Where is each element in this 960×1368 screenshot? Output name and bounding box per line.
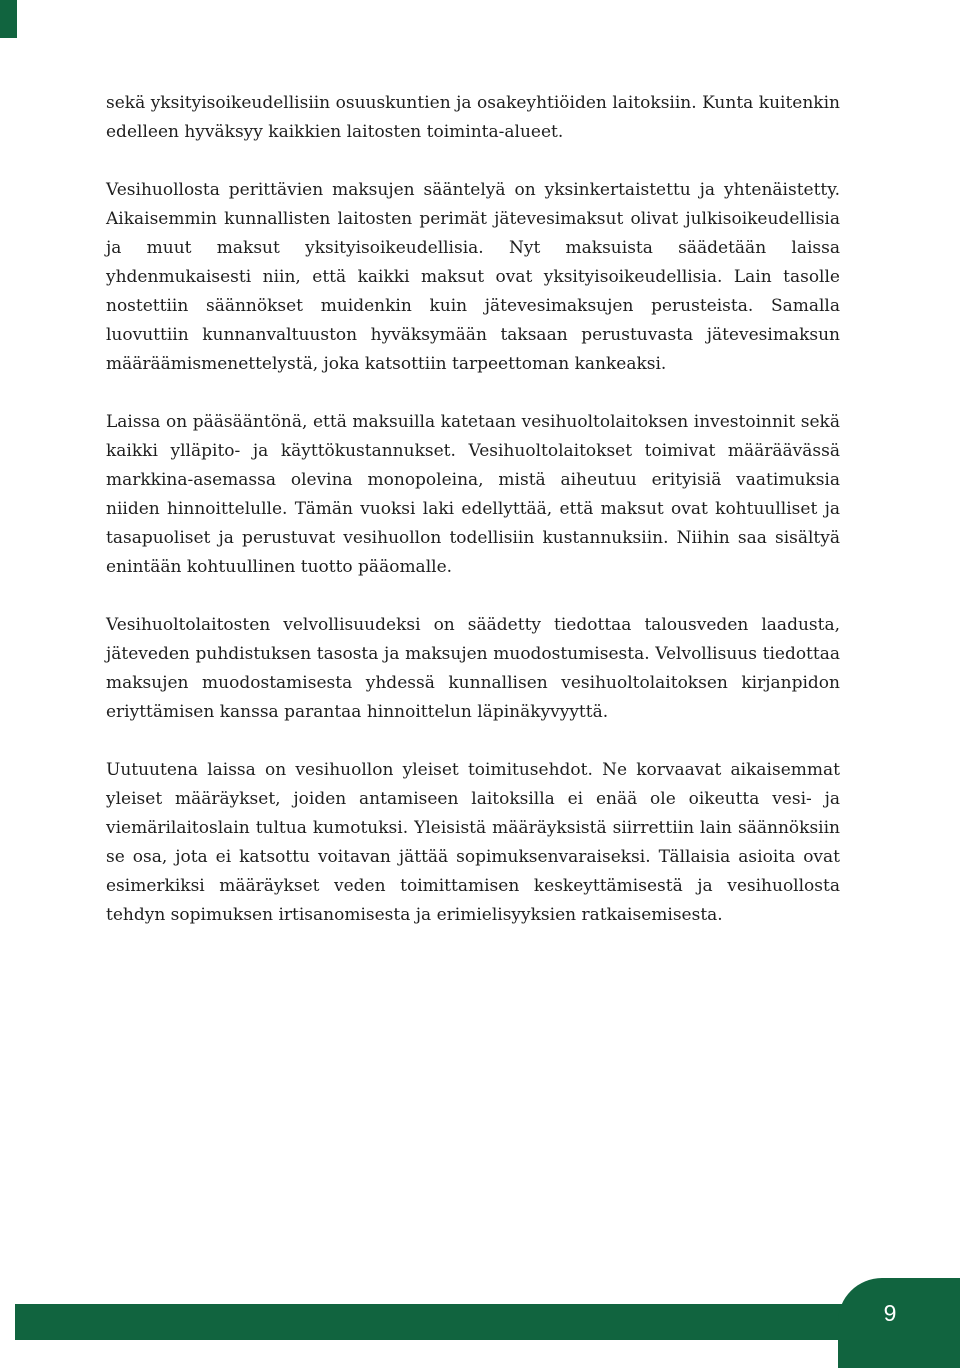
paragraph-2: Vesihuollosta perittävien maksujen sääntelyä on yksinkertaistettu ja yhtenäistetty. Aikaisemmin kunnallisten laitosten perimät jätevesimaksut olivat julkisoikeudellisia ja muut maksut yksityisoikeudellisia. Nyt maksuista säädetään laissa yhdenmukaisesti niin, että kaikki maksut ovat yksityisoikeudellisia. Lain tasolle nostettiin säännökset muidenkin kuin jätevesimaksujen perusteista. Samalla luovuttiin kunnanvaltuuston hyväksymään taksaan perustuvasta jätevesimaksun määräämismenettelystä, joka katsottiin tarpeettoman kankeaksi.	[106, 180, 840, 374]
corner-accent-mark	[0, 0, 17, 38]
paragraph-5: Uutuutena laissa on vesihuollon yleiset toimitusehdot. Ne korvaavat aikaisemmat yleiset määräykset, joiden antamiseen laitoksilla ei enää ole oikeutta vesi- ja viemärilaitoslain tultua kumotuksi. Yleisistä määräyksistä siirrettiin lain säännöksiin se osa, jota ei katsottu voitavan jättää sopimuksenvaraiseksi. Tällaisia asioita ovat esimerkiksi määräykset veden toimittamisen keskeyttämisestä ja vesihuollosta tehdyn sopimuksen irtisanomisesta ja erimielisyyksien ratkaisemisesta.	[106, 760, 840, 925]
page-number: 9	[883, 1300, 897, 1326]
body-text	[106, 89, 840, 959]
paragraph-4: Vesihuoltolaitosten velvollisuudeksi on säädetty tiedottaa talousveden laadusta, jäteveden puhdistuksen tasosta ja maksujen muodostumisesta. Velvollisuus tiedottaa maksujen muodostamisesta yhdessä kunnallisen vesihuoltolaitoksen kirjanpidon eriyttämisen kanssa parantaa hinnoittelun läpinäkyvyyttä.	[106, 615, 840, 722]
paragraph-1: sekä yksityisoikeudellisiin osuuskuntien ja osakeyhtiöiden laitoksiin. Kunta kuitenkin edelleen hyväksyy kaikkien laitosten toiminta-alueet.	[106, 93, 840, 142]
footer-bar	[15, 1304, 960, 1340]
paragraph-3: Laissa on pääsääntönä, että maksuilla katetaan vesihuoltolaitoksen investoinnit sekä kaikki ylläpito- ja käyttökustannukset. Vesihuoltolaitokset toimivat määräävässä markkina-asemassa olevina monopoleina, mistä aiheutuu erityisiä vaatimuksia niiden hinnoittelulle. Tämän vuoksi laki edellyttää, että maksut ovat kohtuulliset ja tasapuoliset ja perustuvat vesihuollon todellisiin kustannuksiin. Niihin saa sisältyä enintään kohtuullinen tuotto pääomalle.	[106, 412, 840, 577]
